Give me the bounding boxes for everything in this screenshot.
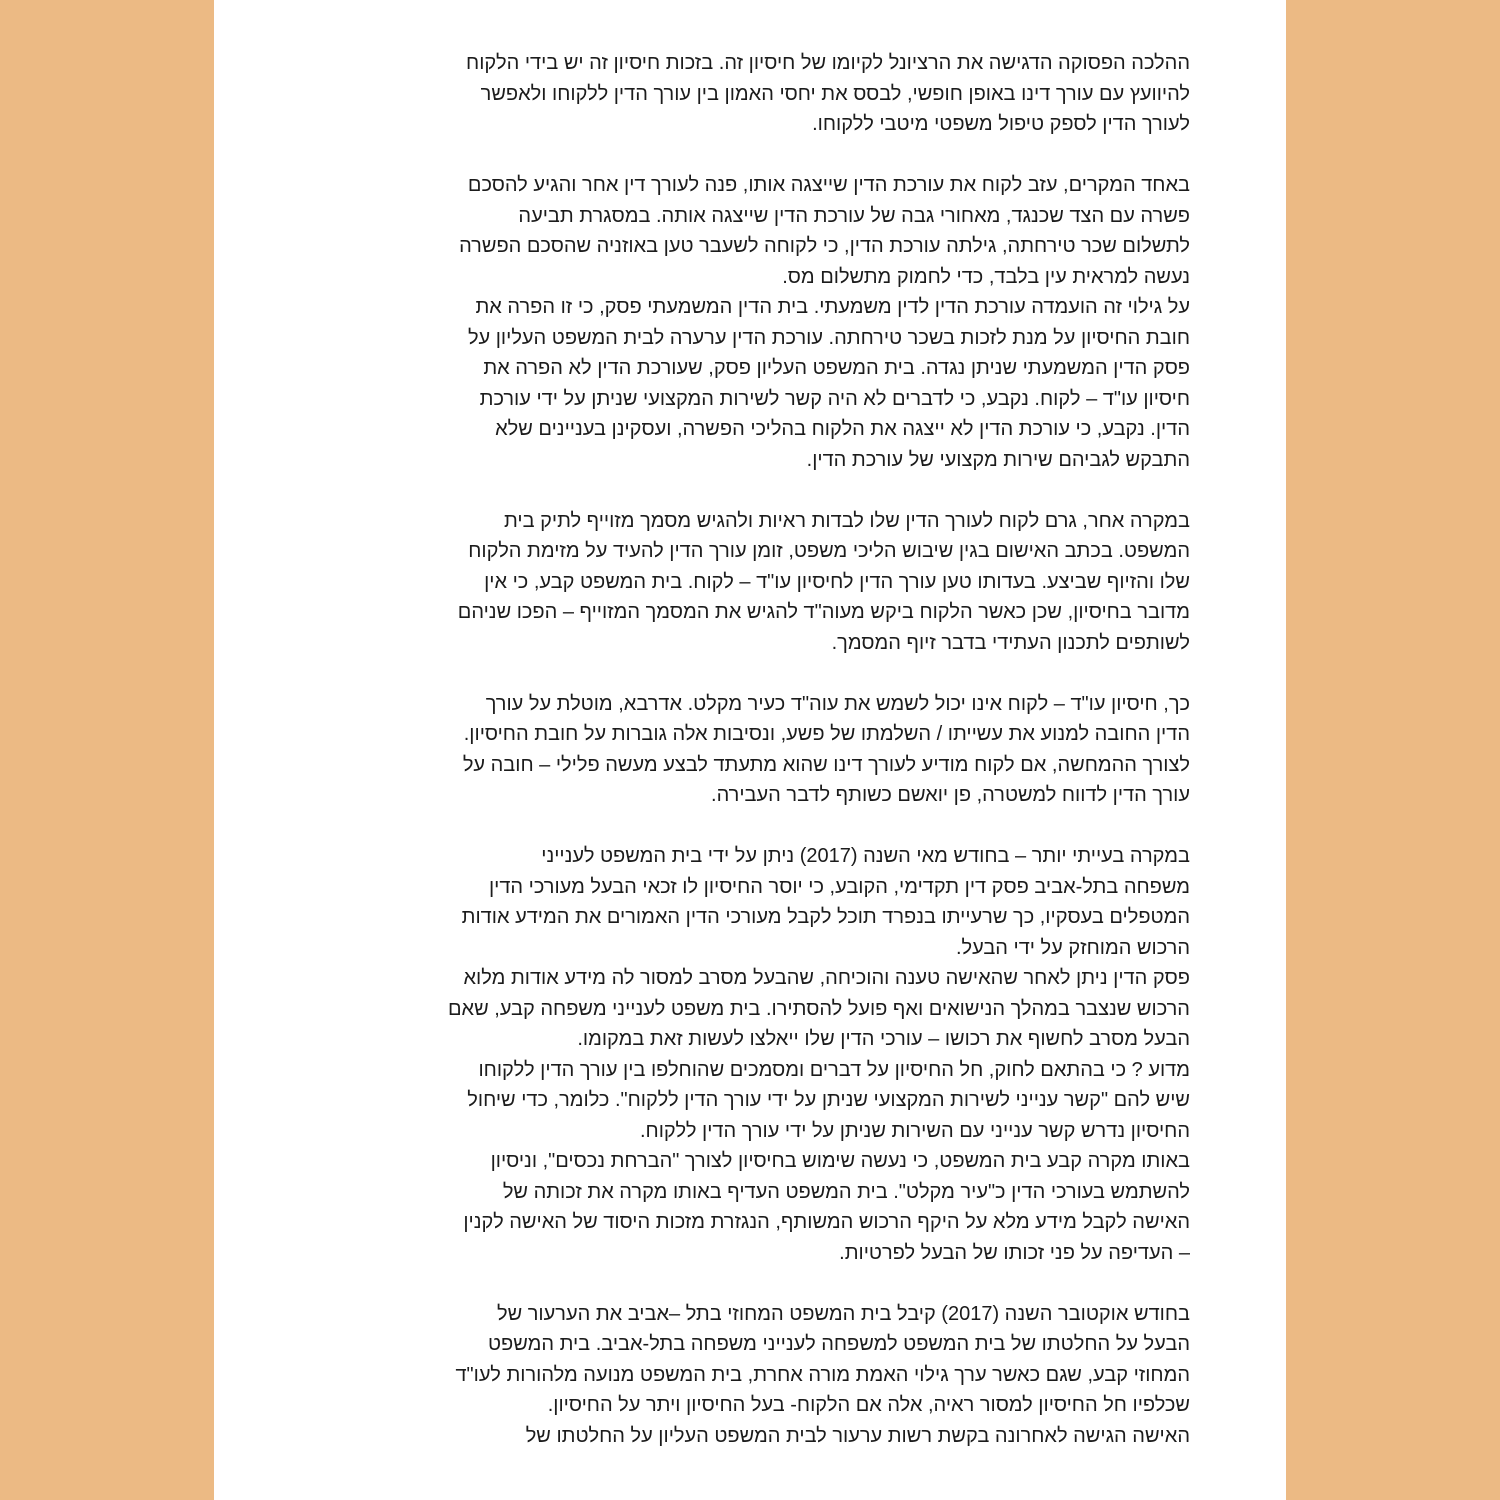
paragraph — [340, 1299, 1190, 1452]
paragraph-spacer — [340, 1268, 1190, 1299]
paragraph — [340, 48, 1190, 140]
text-line: באחד המקרים, עזב לקוח את עורכת הדין שייצגה אותו, פנה לעורך דין אחר והגיע להסכם — [467, 174, 1190, 196]
text-line: לעורך הדין לספק טיפול משפטי מיטבי ללקוחו. — [812, 113, 1190, 135]
paragraph — [340, 170, 1190, 475]
text-line: הרכוש המוחזק על ידי הבעל. — [955, 936, 1190, 959]
document-body — [340, 48, 1190, 1451]
text-line: פסק הדין ניתן לאחר שהאישה טענה והוכיחה, שהבעל מסרב למסור לה מידע אודות מלוא — [463, 967, 1190, 989]
text-line: פסק הדין המשמעתי שניתן נגדה. בית המשפט העליון פסק, שעורכת הדין לא הפרה את — [483, 357, 1190, 379]
text-line: מדובר בחיסיון, שכן כאשר הלקוח ביקש מעוה"ד להגיש את המסמך המזוייף – הפכו שניהם — [457, 601, 1190, 623]
text-line: הבעל על החלטתו של בית המשפט למשפחה לענייני משפחה בתל-אביב. בית המשפט — [487, 1333, 1190, 1355]
text-line: המטפלים בעסקיו, כך שרעייתו בנפרד תוכל לקבל מעורכי הדין האמורים את המידע אודות — [461, 906, 1190, 928]
text-line: המחוזי קבע, שגם כאשר ערך גילוי האמת מורה אחרת, בית המשפט מנועה מלהורות לעו"ד — [455, 1363, 1190, 1386]
text-line: עורך הדין לדווח למשטרה, פן יואשם כשותף לדבר העבירה. — [711, 784, 1190, 806]
text-line: הבעל מסרב לחשוף את רכושו – עורכי הדין שלו ייאלצו לעשות זאת במקומו. — [577, 1028, 1190, 1050]
text-line: כך, חיסיון עו"ד – לקוח אינו יכול לשמש את עוה"ד כעיר מקלט. אדרבא, מוטלת על עורך — [485, 692, 1190, 715]
text-line: התבקש לגביהם שירות מקצועי של עורכת הדין. — [806, 448, 1190, 471]
document-page — [214, 0, 1286, 1500]
text-line: החיסיון נדרש קשר ענייני עם השירות שניתן על ידי עורך הדין ללקוח. — [639, 1119, 1190, 1142]
text-line: לשותפים לתכנון העתידי בדבר זיוף המסמך. — [831, 631, 1190, 654]
paragraph-spacer — [340, 811, 1190, 842]
paragraph — [340, 506, 1190, 659]
text-line: חיסיון עו"ד – לקוח. נקבע, כי לדברים לא היה קשר לשירות המקצועי שניתן על ידי עורכת — [479, 387, 1190, 410]
text-line: לתשלום שכר טירחתה, גילתה עורכת הדין, כי לקוחה לשעבר טען באוזניה שהסכם הפשרה — [459, 235, 1190, 257]
text-line: באותו מקרה קבע בית המשפט, כי נעשה שימוש בחיסיון לצורך "הברחת נכסים", וניסיון — [490, 1150, 1190, 1172]
text-line: האישה הגישה לאחרונה בקשת רשות ערעור לבית המשפט העליון על החלטתו של — [525, 1424, 1190, 1447]
paragraph-spacer — [340, 658, 1190, 689]
text-line: בחודש אוקטובר השנה (2017) קיבל בית המשפט המחוזי בתל –אביב את הערעור של — [496, 1302, 1190, 1325]
text-line: המשפט. בכתב האישום בגין שיבוש הליכי משפט, זומן עורך הדין להעיד על מזימת הלקוח — [468, 540, 1190, 562]
text-line: הדין החובה למנוע את עשייתו / השלמתו של פשע, ונסיבות אלה גוברות על חובת החיסיון. — [463, 723, 1190, 745]
text-line: הדין. נקבע, כי עורכת הדין לא ייצגה את הלקוח בהליכי הפשרה, ועסקינן בעניינים שלא — [495, 418, 1190, 440]
text-line: שכלפיו חל החיסיון למסור ראיה, אלה אם הלקוח- בעל החיסיון ויתר על החיסיון. — [547, 1394, 1190, 1416]
text-line: מדוע ? כי בהתאם לחוק, חל החיסיון על דברים ומסמכים שהוחלפו בין עורך הדין ללקוחו — [478, 1058, 1190, 1081]
text-line: פשרה עם הצד שכנגד, מאחורי גבה של עורכת הדין שייצגה אותה. במסגרת תביעה — [518, 204, 1190, 227]
paragraph — [340, 841, 1190, 1268]
text-line: שיש להם "קשר ענייני לשירות המקצועי שניתן על ידי עורך הדין ללקוח". כלומר, כדי שיחול — [467, 1089, 1190, 1111]
text-line: להיוועץ עם עורך דינו באופן חופשי, לבסס את יחסי האמון בין עורך הדין ללקוחו ולאפשר — [480, 82, 1190, 105]
text-line: במקרה אחר, גרם לקוח לעורך הדין שלו לבדות ראיות ולהגיש מסמך מזוייף לתיק בית — [503, 509, 1190, 532]
text-line: – העדיפה על פני זכותו של הבעל לפרטיות. — [839, 1241, 1190, 1264]
paragraph-spacer — [340, 475, 1190, 506]
text-line: נעשה למראית עין בלבד, כדי לחמוק מתשלום מס. — [782, 265, 1190, 288]
text-line: משפחה בתל-אביב פסק דין תקדימי, הקובע, כי יוסר החיסיון לו זכאי הבעל מעורכי הדין — [488, 875, 1190, 898]
text-line: לצורך ההמחשה, אם לקוח מודיע לעורך דינו שהוא מתעתד לבצע מעשה פלילי – חובה על — [462, 753, 1190, 776]
text-line: להשתמש בעורכי הדין כ"עיר מקלט". בית המשפט העדיף באותו מקרה את זכותה של — [502, 1180, 1190, 1203]
text-line: על גילוי זה הועמדה עורכת הדין לדין משמעתי. בית הדין המשמעתי פסק, כי זו הפרה את — [475, 296, 1190, 318]
paragraph — [340, 689, 1190, 811]
text-line: במקרה בעייתי יותר – בחודש מאי השנה (2017) ניתן על ידי בית המשפט לענייני — [541, 845, 1190, 867]
text-line: חובת החיסיון על מנת לזכות בשכר טירחתה. עורכת הדין ערערה לבית המשפט העליון על — [467, 326, 1190, 349]
paragraph-spacer — [340, 140, 1190, 171]
text-line: ההלכה הפסוקה הדגישה את הרציונל לקיומו של חיסיון זה. בזכות חיסיון זה יש בידי הלקוח — [466, 52, 1190, 74]
text-line: הרכוש שנצבר במהלך הנישואים ואף פועל להסתירו. בית משפט לענייני משפחה קבע, שאם — [447, 997, 1190, 1020]
text-line: האישה לקבל מידע מלא על היקף הרכוש המשותף, הנגזרת מזכות היסוד של האישה לקנין — [463, 1211, 1190, 1233]
text-line: שלו והזיוף שביצע. בעדותו טען עורך הדין לחיסיון עו"ד – לקוח. בית המשפט קבע, כי אין — [484, 570, 1190, 593]
